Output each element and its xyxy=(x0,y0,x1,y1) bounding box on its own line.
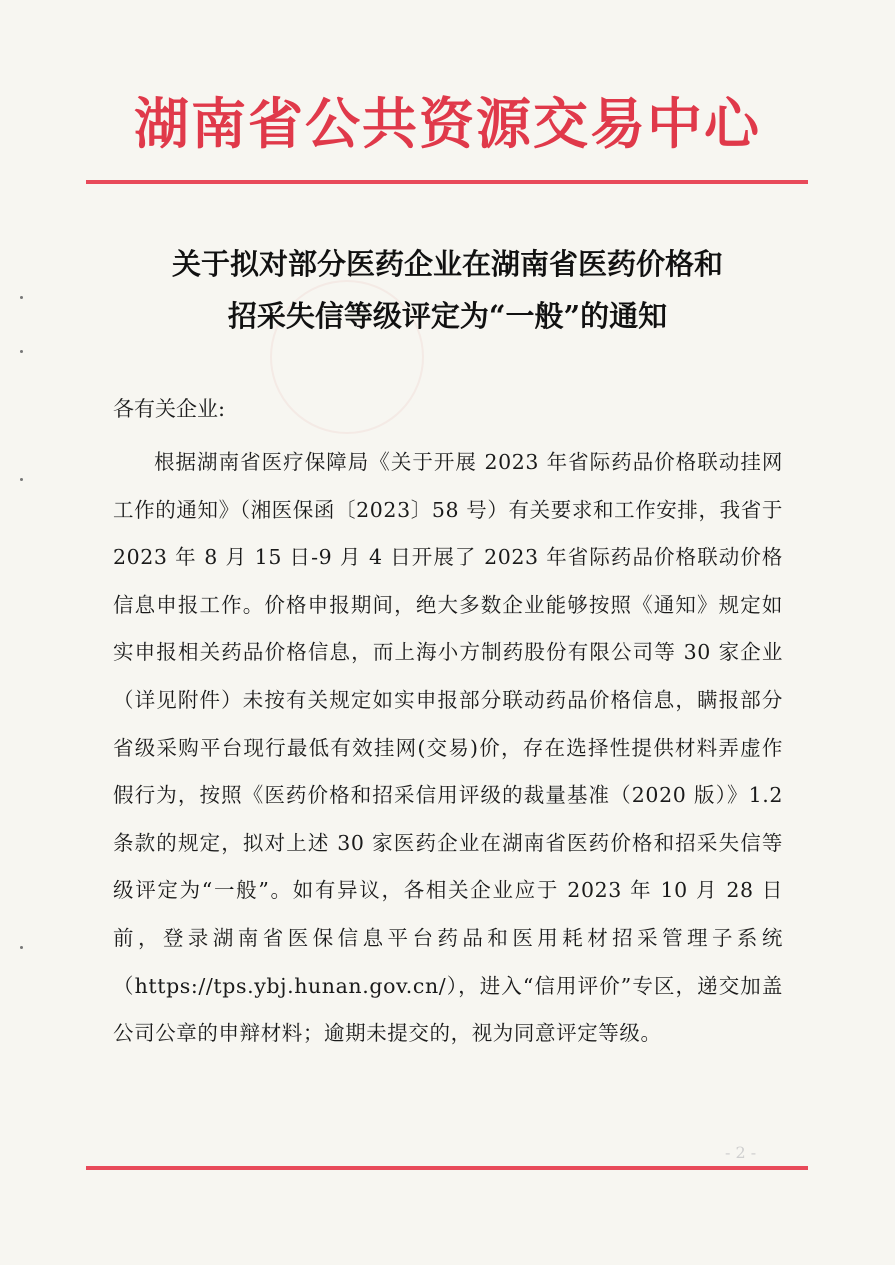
scan-speck xyxy=(20,296,23,299)
document-title-line-1: 关于拟对部分医药企业在湖南省医药价格和 xyxy=(171,247,723,281)
scan-speck xyxy=(20,946,23,949)
salutation: 各有关企业: xyxy=(113,397,226,421)
footer-red-rule xyxy=(86,1166,808,1170)
body-paragraph: 根据湖南省医疗保障局《关于开展 2023 年省际药品价格联动挂网工作的通知》（湘医保函〔2023〕58 号）有关要求和工作安排，我省于 2023 年 8 月 15 日-9 月 4 日开展了 2023 年省际药品价格联动价格信息申报工作。价格申报期间，绝大多数企业能够按照《通知》规定如实申报相关药品价格信息，而上海小方制药股份有限公司等 30 家企业（详见附件）未按有关规定如实申报部分联动药品价格信息，瞒报部分省级采购平台现行最低有效挂网(交易)价，存在选择性提供材料弄虚作假行为，按照《医药价格和招采信用评级的裁量基准（2020 版）》1.2 条款的规定，拟对上述 30 家医药企业在湖南省医药价格和招采失信等级评定为“一般”。如有异议，各相关企业应于 2023 年 10 月 28 日前，登录湖南省医保信息平台药品和医用耗材招采管理子系统（https://tps.ybj.hunan.gov.cn/），进入“信用评价”专区，递交加盖公司公章的申辩材料；逾期未提交的，视为同意评定等级。 xyxy=(113,450,783,1046)
scan-speck xyxy=(20,478,23,481)
document-title-line-2: 招采失信等级评定为“一般”的通知 xyxy=(227,299,668,333)
scan-speck xyxy=(20,350,23,353)
letterhead-org-name: 湖南省公共资源交易中心 xyxy=(133,91,761,156)
document-title xyxy=(60,238,835,342)
page-number: - 2 - xyxy=(725,1143,757,1162)
letterhead-red-rule xyxy=(86,180,808,184)
